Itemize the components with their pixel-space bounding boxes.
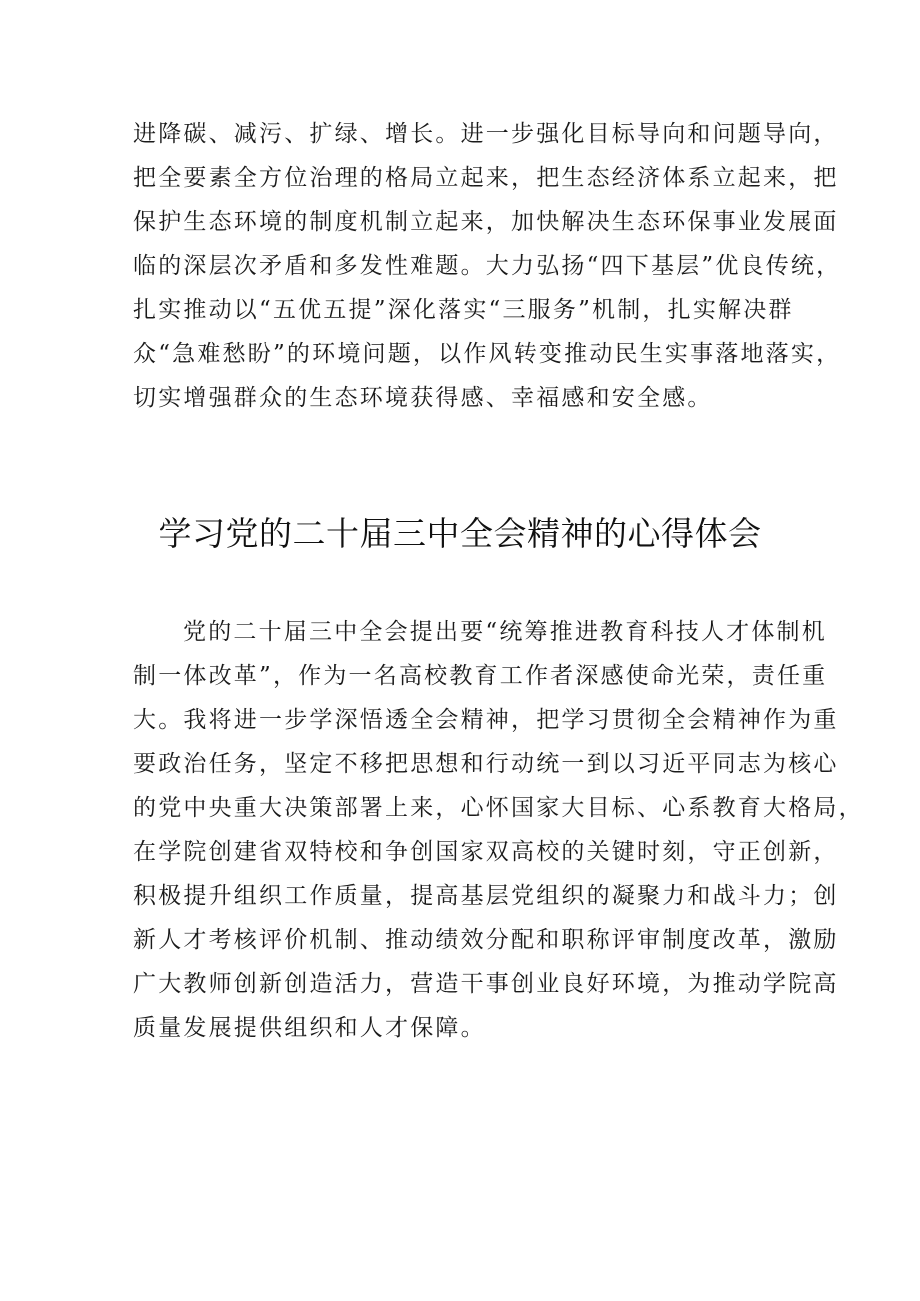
- text-line: 质量发展提供组织和人才保障。: [133, 1015, 486, 1041]
- text-line: 的党中央重大决策部署上来，心怀国家大目标、心系教育大格局，: [133, 795, 864, 821]
- text-line: 党的二十届三中全会提出要“统筹推进教育科技人才体制机: [183, 619, 827, 645]
- text-line: 在学院创建省双特校和争创国家双高校的关键时刻，守正创新，: [133, 839, 839, 865]
- text-line: 广大教师创新创造活力，营造干事创业良好环境，为推动学院高: [133, 971, 839, 997]
- text-line: 切实增强群众的生态环境获得感、幸福感和安全感。: [133, 385, 713, 411]
- text-line: 大。我将进一步学深悟透全会精神，把学习贯彻全会精神作为重: [133, 707, 839, 733]
- text-line: 保护生态环境的制度机制立起来，加快解决生态环保事业发展面: [133, 209, 839, 235]
- body-paragraph-1: [133, 112, 842, 420]
- text-line: 新人才考核评价机制、推动绩效分配和职称评审制度改革，激励: [133, 927, 839, 953]
- text-line: 众“急难愁盼”的环境问题，以作风转变推动民生实事落地落实，: [133, 341, 842, 367]
- text-line: 进降碳、减污、扩绿、增长。进一步强化目标导向和问题导向，: [133, 121, 839, 147]
- text-line: 把全要素全方位治理的格局立起来，把生态经济体系立起来，把: [133, 165, 839, 191]
- text-line: 临的深层次矛盾和多发性难题。大力弘扬“四下基层”优良传统，: [133, 253, 842, 279]
- text-line: 扎实推动以“五优五提”深化落实“三服务”机制，扎实解决群: [133, 297, 794, 323]
- text-line: 要政治任务，坚定不移把思想和行动统一到以习近平同志为核心: [133, 751, 839, 777]
- document-title: 学习党的二十届三中全会精神的心得体会: [158, 514, 762, 553]
- text-line: 积极提升组织工作质量，提高基层党组织的凝聚力和战斗力；创: [133, 883, 839, 909]
- text-line: 制一体改革”，作为一名高校教育工作者深感使命光荣，责任重: [133, 663, 828, 689]
- body-paragraph-2: [133, 610, 864, 1050]
